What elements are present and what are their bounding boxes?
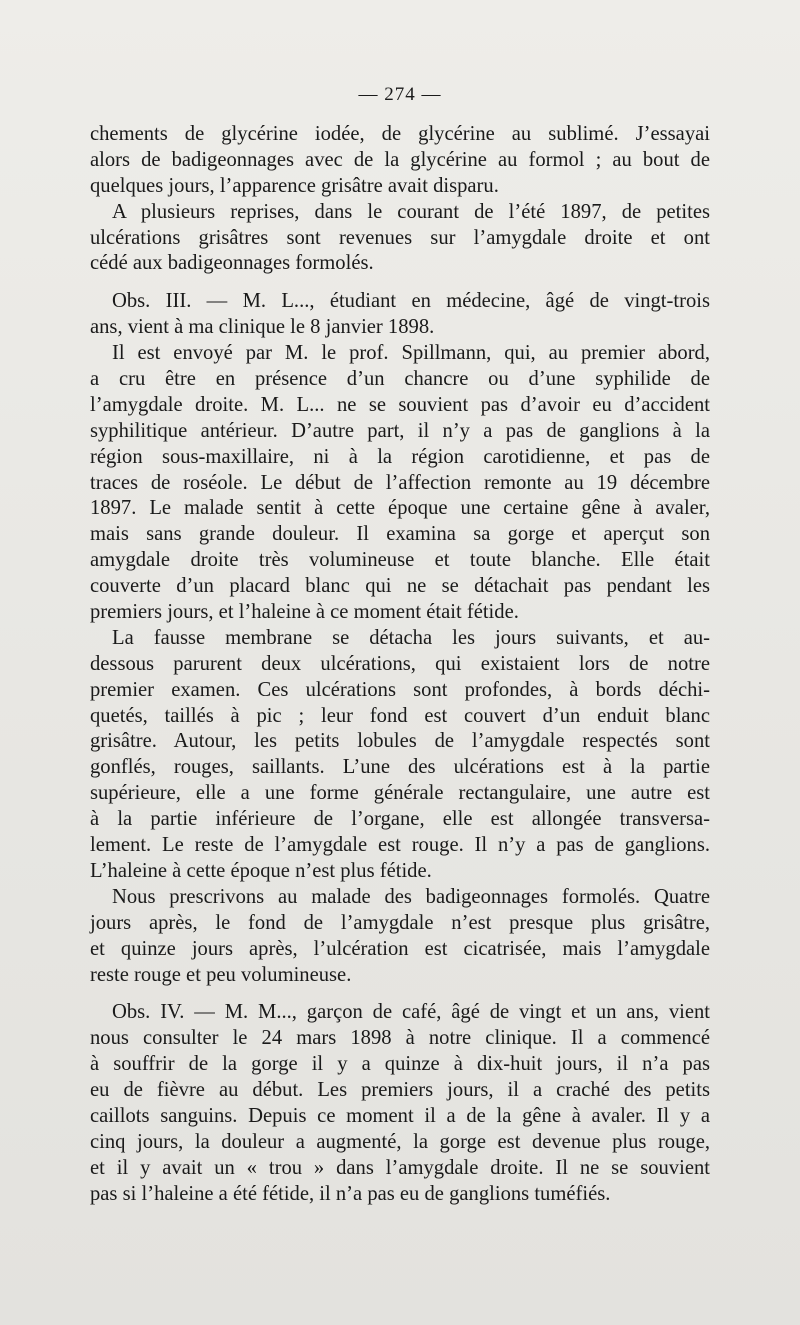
text-line: premier examen. Ces ulcérations sont profondes, à bords déchi- [90, 678, 710, 701]
paragraph [90, 122, 710, 200]
text-line: cinq jours, la douleur a augmenté, la gorge est devenue plus rouge, [90, 1130, 710, 1153]
text-line: gonflés, rouges, saillants. L’une des ulcérations est à la partie [90, 756, 710, 779]
text-line: jours après, le fond de l’amygdale n’est presque plus grisâtre, [90, 911, 710, 934]
text-line: Il est envoyé par M. le prof. Spillmann, qui, au premier abord, [112, 342, 710, 365]
text-line: supérieure, elle a une forme générale rectangulaire, une autre est [90, 782, 710, 805]
paragraph-gap [90, 988, 710, 1000]
text-line: Obs. III. — M. L..., étudiant en médecine, âgé de vingt-trois [112, 290, 710, 313]
text-line: quelques jours, l’apparence grisâtre avait disparu. [90, 174, 499, 197]
text-line: a cru être en présence d’un chancre ou d’une syphilide de [90, 368, 710, 391]
text-line: syphilitique antérieur. D’autre part, il n’y a pas de ganglions à la [90, 419, 710, 442]
text-line: l’amygdale droite. M. L... ne se souvient pas d’avoir eu d’accident [90, 393, 710, 416]
text-line: alors de badigeonnages avec de la glycérine au formol ; au bout de [90, 148, 710, 171]
text-line: pas si l’haleine a été fétide, il n’a pas eu de ganglions tuméfiés. [90, 1182, 611, 1205]
text-line: mais sans grande douleur. Il examina sa gorge et aperçut son [90, 523, 710, 546]
text-line: dessous parurent deux ulcérations, qui existaient lors de notre [90, 652, 710, 675]
text-line: chements de glycérine iodée, de glycérine au sublimé. J’essayai [90, 123, 710, 145]
text-line: cédé aux badigeonnages formolés. [90, 252, 374, 275]
text-line: région sous-maxillaire, ni à la région carotidienne, et pas de [90, 445, 710, 468]
text-line: Nous prescrivons au malade des badigeonnages formolés. Quatre [112, 885, 710, 908]
text-line: reste rouge et peu volumineuse. [90, 963, 352, 986]
body-text [90, 122, 710, 1208]
text-line: grisâtre. Autour, les petits lobules de l’amygdale respectés sont [90, 730, 710, 753]
paragraph [90, 200, 710, 278]
text-line: premiers jours, et l’haleine à ce moment était fétide. [90, 601, 519, 624]
paragraph [90, 341, 710, 626]
page-number: — 274 — [358, 84, 442, 105]
paragraph [90, 885, 710, 989]
text-line: amygdale droite très volumineuse et toute blanche. Elle était [90, 549, 710, 572]
paragraph [90, 626, 710, 885]
text-line: nous consulter le 24 mars 1898 à notre clinique. Il a commencé [90, 1027, 710, 1050]
paragraph [90, 1000, 710, 1207]
text-line: 1897. Le malade sentit à cette époque une certaine gêne à avaler, [90, 497, 710, 520]
text-line: caillots sanguins. Depuis ce moment il a de la gêne à avaler. Il y a [90, 1104, 710, 1127]
text-line: ulcérations grisâtres sont revenues sur l’amygdale droite et ont [90, 226, 710, 249]
text-line: La fausse membrane se détacha les jours suivants, et au- [112, 626, 710, 649]
text-line: et quinze jours après, l’ulcération est cicatrisée, mais l’amygdale [90, 937, 710, 960]
text-line: lement. Le reste de l’amygdale est rouge. Il n’y a pas de ganglions. [90, 834, 710, 857]
paragraph-gap [90, 277, 710, 289]
text-line: A plusieurs reprises, dans le courant de l’été 1897, de petites [112, 200, 710, 223]
paragraph [90, 289, 710, 341]
text-line: à souffrir de la gorge il y a quinze à dix-huit jours, il n’a pas [90, 1053, 710, 1076]
text-line: L’haleine à cette époque n’est plus fétide. [90, 859, 432, 882]
text-line: Obs. IV. — M. M..., garçon de café, âgé de vingt et un ans, vient [112, 1001, 710, 1024]
text-line: ans, vient à ma clinique le 8 janvier 1898. [90, 316, 435, 339]
text-line: traces de roséole. Le début de l’affection remonte au 19 décembre [90, 471, 710, 494]
text-line: et il y avait un « trou » dans l’amygdale droite. Il ne se souvient [90, 1156, 710, 1179]
text-line: couverte d’un placard blanc qui ne se détachait pas pendant les [90, 575, 710, 598]
text-line: quetés, taillés à pic ; leur fond est couvert d’un enduit blanc [90, 704, 710, 727]
text-line: eu de fièvre au début. Les premiers jours, il a craché des petits [90, 1079, 710, 1102]
text-line: à la partie inférieure de l’organe, elle est allongée transversa- [90, 808, 710, 831]
